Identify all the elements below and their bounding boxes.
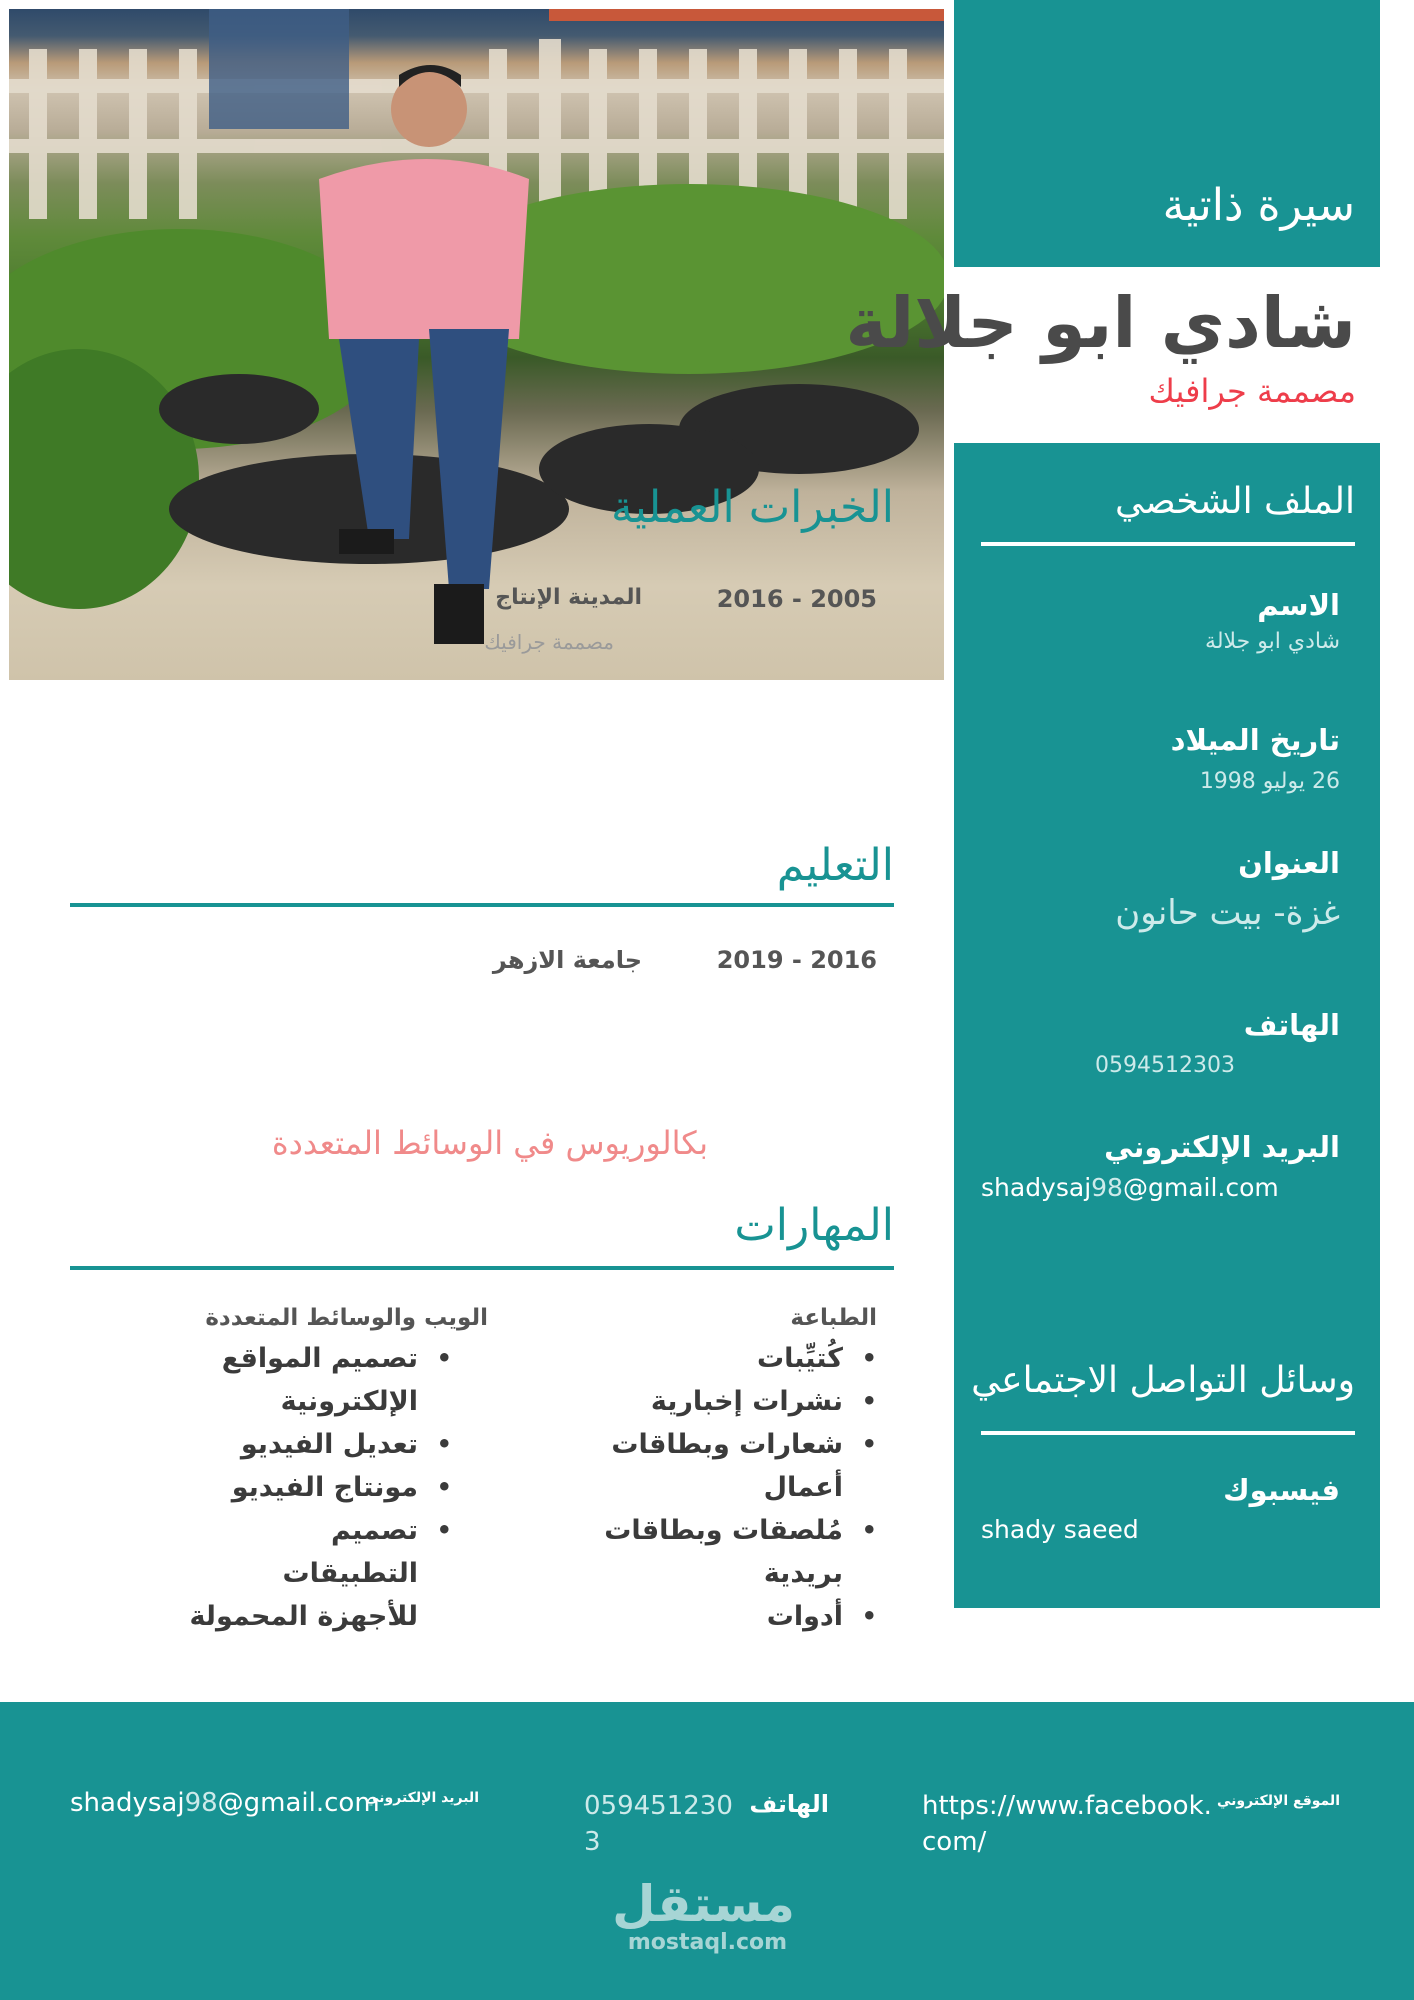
list-item: • شعارات وبطاقات أعمال — [537, 1423, 877, 1509]
address-label: العنوان — [1238, 846, 1340, 880]
cv-title: سيرة ذاتية — [1162, 180, 1355, 231]
birthdate-label: تاريخ الميلاد — [1170, 723, 1340, 757]
profile-panel — [954, 443, 1380, 1608]
facebook-value[interactable]: shady saeed — [981, 1515, 1139, 1544]
list-item: • كُتيِّبات — [537, 1337, 877, 1380]
social-heading: وسائل التواصل الاجتماعي — [971, 1360, 1355, 1401]
skills-web-heading: الويب والوسائط المتعددة — [205, 1305, 488, 1331]
list-item: • أدوات — [537, 1595, 877, 1638]
list-item: • تعديل الفيديو — [188, 1423, 452, 1466]
education-title: التعليم — [776, 840, 894, 891]
name-value: شادي ابو جلالة — [1205, 629, 1340, 654]
skills-web-column — [188, 1305, 488, 1638]
mostaql-logo — [612, 1875, 795, 1955]
education-degree: بكالوريوس في الوسائط المتعددة — [271, 1124, 708, 1162]
list-item: • تصميم المواقع الإلكترونية — [188, 1337, 452, 1423]
mostaql-logo-text: mostaql.com — [627, 1930, 788, 1955]
mostaql-logo-mark: مستقل — [612, 1875, 795, 1933]
footer-website-label: الموقع الإلكتروني — [1217, 1793, 1340, 1809]
phone-label: الهاتف — [1243, 1008, 1340, 1042]
email-label: البريد الإلكتروني — [1104, 1130, 1340, 1164]
person-name: شادي ابو جلالة — [845, 282, 1356, 364]
name-label: الاسم — [1257, 588, 1340, 622]
list-item: • مونتاج الفيديو — [188, 1466, 452, 1509]
experience-place: المدينة الإنتاج — [495, 585, 642, 610]
skills-print-column — [537, 1305, 877, 1638]
birthdate-value: 26 يوليو 1998 — [1199, 769, 1340, 794]
profile-divider — [981, 542, 1355, 546]
experience-title: الخبرات العملية — [611, 482, 894, 533]
footer — [0, 1702, 1414, 2000]
experience-years: 2005 - 2016 — [716, 585, 877, 613]
person-job-title: مصممة جرافيك — [1148, 372, 1356, 410]
skills-print-heading: الطباعة — [790, 1305, 877, 1331]
skills-print-list — [537, 1337, 877, 1638]
skills-divider — [70, 1266, 894, 1270]
skills-title: المهارات — [734, 1200, 894, 1251]
footer-phone-label: الهاتف — [749, 1790, 829, 1818]
education-divider — [70, 903, 894, 907]
footer-phone-value[interactable]: 0594512303 — [584, 1791, 733, 1857]
list-item: • مُلصقات وبطاقات بريدية — [537, 1509, 877, 1595]
profile-photo — [9, 9, 944, 680]
footer-website-value[interactable]: https://www.facebook.com/ — [922, 1791, 1212, 1857]
footer-email-label: البريد الإلكتروني — [365, 1790, 479, 1806]
facebook-label: فيسبوك — [1223, 1473, 1340, 1507]
list-item: • نشرات إخبارية — [537, 1380, 877, 1423]
list-item: • تصميم التطبيقات للأجهزة المحمولة — [188, 1509, 452, 1638]
education-years: 2016 - 2019 — [716, 946, 877, 974]
footer-email-value[interactable]: shadysaj98@gmail.com — [70, 1788, 380, 1818]
email-value[interactable]: shadysaj98@gmail.com — [981, 1173, 1279, 1202]
cv-title-box — [954, 0, 1380, 267]
profile-heading: الملف الشخصي — [1115, 481, 1355, 522]
social-divider — [981, 1431, 1355, 1435]
experience-role: مصممة جرافيك — [484, 630, 614, 654]
skills-web-list — [188, 1337, 452, 1638]
phone-value: 0594512303 — [1095, 1053, 1235, 1078]
education-institution: جامعة الازهر — [492, 946, 642, 974]
address-value: غزة- بيت حانون — [1115, 893, 1340, 933]
photo-illustration — [9, 9, 944, 680]
